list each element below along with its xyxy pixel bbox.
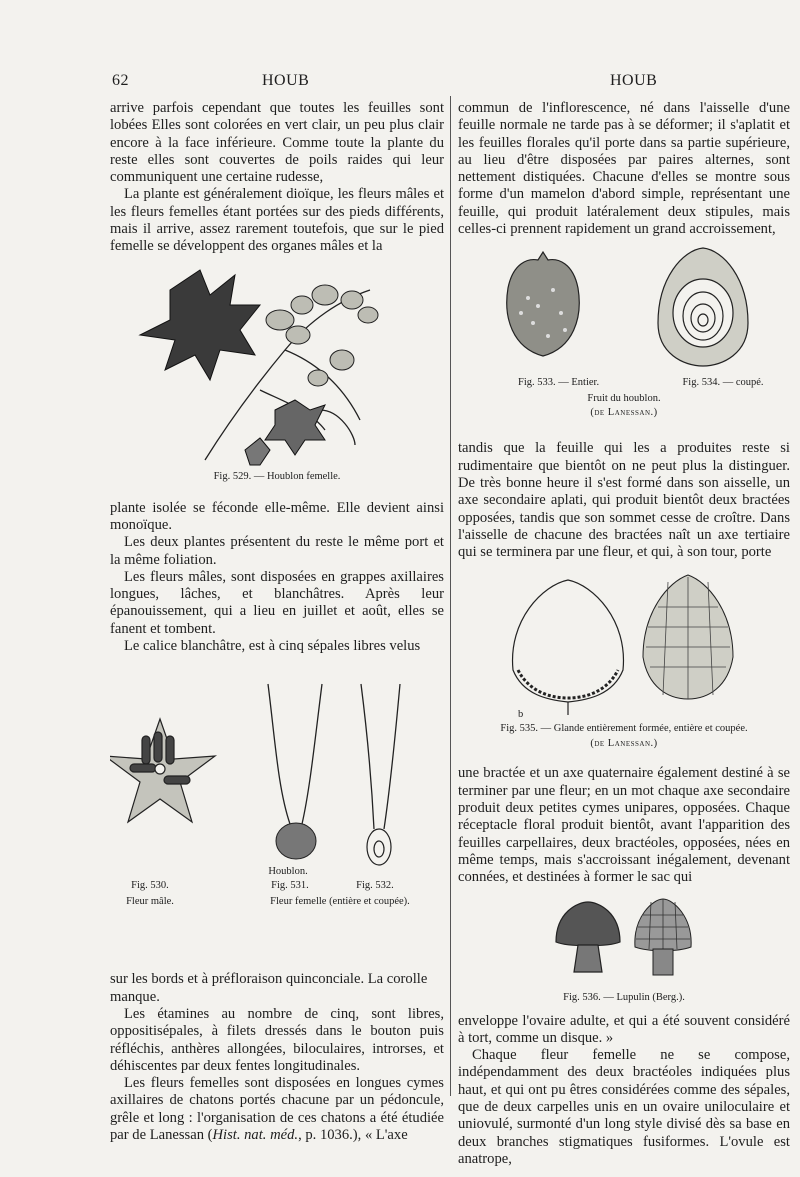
paragraph: Les fleurs femelles sont disposées en longues cymes axillaires de chatons portés chacune par un pédoncule, grêle et long : l'organisation de ces chatons a été étudiée par de Lanessan (Hist. nat. méd., p. 1036.), « L'axe [110, 1075, 444, 1144]
figure-label: b [518, 709, 524, 721]
figure-caption: Fig. 529. — Houblon femelle. [213, 470, 341, 482]
figure-caption: Fig. 535. — Glande entièrement formée, entière et coupée. [500, 723, 748, 735]
paragraph: Le calice blanchâtre, est à cinq sépales libres velus [124, 638, 421, 655]
paragraph: Les deux plantes présentent du reste le même port et la même foliation. [110, 534, 444, 568]
figure-caption: Fig. 530. [131, 880, 169, 892]
paragraph: arrive parfois cependant que toutes les feuilles sont lobées Elles sont colorées en vert clair, un peu plus clair encore à la face inférieure. Comme toute la plante du reste elles sont couvertes de poils raides qui leur communiquent une certaine rudesse, [110, 100, 444, 186]
gland-illustration [458, 565, 790, 715]
lupulin-illustration [458, 895, 790, 985]
figure-535 [458, 565, 790, 765]
hop-plant-illustration [110, 260, 444, 470]
paragraph: tandis que la feuille qui les a produites reste si rudimentaire que bientôt on ne peut plus la distinguer. De très bonne heure il s'est formé dans son aisselle, un axe secondaire aplati, qui produit bientôt deux bractées opposées, tandis que son sommet cesse de croître. Dans l'aisselle de chacune des bractées naît un axe tertiaire qui se terminera par une fleur, et qui, à son tour, porte [458, 440, 790, 561]
paragraph: plante isolée se féconde elle-même. Elle devient ainsi monoïque. [110, 499, 444, 533]
figure-caption: Fig. 534. — coupé. [682, 377, 764, 389]
paragraph: enveloppe l'ovaire adulte, et qui a été souvent considéré à tort, comme un disque. » [458, 1012, 790, 1046]
paragraph: commun de l'inflorescence, né dans l'aisselle d'une feuille normale ne tarde pas à se déformer; il s'aplatit et les feuilles florales qu'il porte dans sa partie supérieure, au lieu d'être disposées par paires alternes, sont nettement distiquées. Chacune d'elles se montre sous forme d'un mamelon d'abord simple, représentant une feuille, qui produit latéralement deux stipules, mais celles-ci prennent rapidement un grand accroissement, [458, 100, 790, 238]
figure-caption: Fleur mâle. [126, 896, 174, 908]
figures-533-534 [458, 242, 790, 440]
right-column [458, 100, 790, 1168]
figures-530-532 [110, 659, 444, 971]
figure-529 [110, 260, 444, 500]
figure-caption: (de Lanessan.) [590, 407, 658, 419]
paragraph: La plante est généralement dioïque, les fleurs mâles et les fleurs femelles étant portées sur des pieds différents, mais il arrive, assez rarement toutefois, que sur le pied femelle se développent des organes mâles et la [110, 186, 444, 255]
figure-caption: Fig. 536. — Lupulin (Berg.). [563, 991, 685, 1003]
paragraph: Les étamines au nombre de cinq, sont libres, oppositisépales, à filets dressés dans le bouton puis réfléchis, anthères allongées, biloculaires, introrses, et déhiscentes par deux fentes longitudinales. [110, 1005, 444, 1074]
paragraph: Les fleurs mâles, sont disposées en grappes axillaires longues, lâches, et blanchâtres. Après leur épanouissement, qui a lieu en juillet et août, elles se fanent et tombent. [110, 568, 444, 637]
figure-caption: Houblon. [268, 866, 308, 878]
figure-caption: (de Lanessan.) [590, 738, 658, 750]
paragraph: sur les bords et à préfloraison quinconciale. La corolle manque. [110, 971, 428, 1005]
figure-caption: Fig. 533. — Entier. [518, 377, 600, 389]
hop-fruit-illustration [458, 242, 790, 374]
figure-caption: Fruit du houblon. [587, 393, 661, 405]
column-rule [450, 96, 451, 1096]
figure-caption: Fig. 531. [271, 880, 309, 892]
figure-caption: Fleur femelle (entière et coupée). [270, 896, 410, 908]
page-number: 62 [112, 72, 129, 89]
paragraph: une bractée et un axe quaternaire également destiné à se terminer par une fleur; en un mot chaque axe secondaire produit deux petites cymes unipares, opposées. Chaque réceptacle floral produit bientôt, avant l'apparition des feuilles carpellaires, deux bractéoles, opposées, nées en même temps, mais s'accroissant inégalement, devenant connées, et destinées à former le sac qui [458, 765, 790, 886]
figure-caption: Fig. 532. [356, 880, 394, 892]
figure-536 [458, 895, 790, 1013]
running-title-left: HOUB [262, 72, 310, 89]
left-column [110, 100, 444, 1144]
paragraph: Chaque fleur femelle ne se compose, indépendamment des deux bractéoles indiquées plus haut, et qui ont pu êtres considérées comme des sépales, que de deux carpelles unis en un ovaire uniloculaire et uniovulé, surmonté d'un long style divisé dès sa base en deux branches stigmatiques fusiformes. L'ovule est anatrope, [458, 1047, 790, 1167]
running-title-right: HOUB [610, 72, 658, 89]
